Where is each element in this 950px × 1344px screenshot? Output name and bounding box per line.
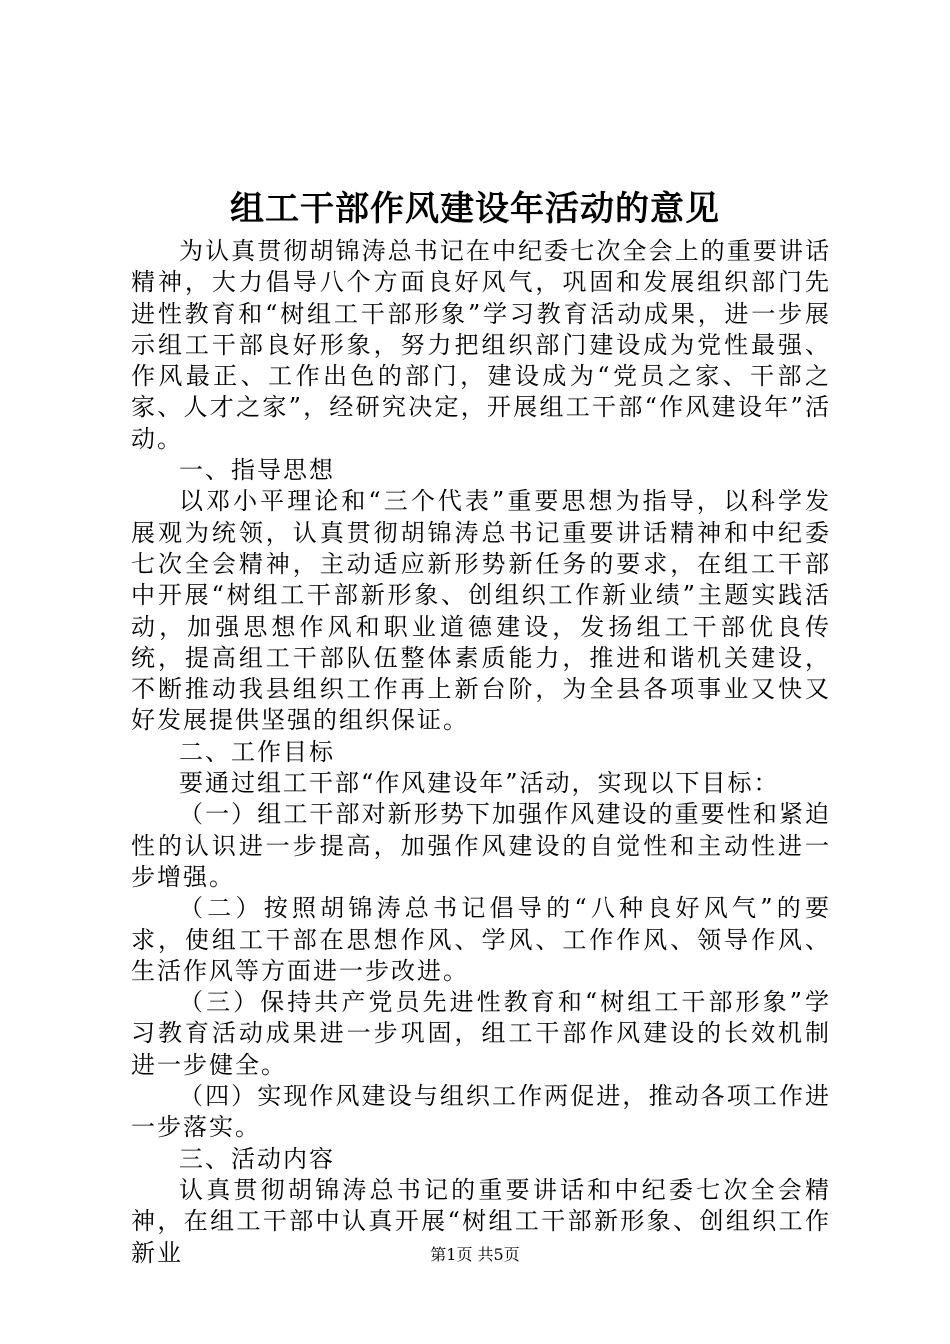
- section-heading-guiding-ideology: 一、指导思想: [179, 456, 335, 485]
- page-number-footer: 第1页 共5页: [430, 1245, 520, 1264]
- guiding-ideology-paragraph: 以邓小平理论和“三个代表”重要思想为指导，以科学发展观为统领，认真贯彻胡锦涛总书记重要讲话精神和中纪委七次全会精神，主动适应新形势新任务的要求，在组工干部中开展“树组工干部新形象、创组织工作新业绩”主题实践活动，加强思想作风和职业道德建设，发扬组工干部优良传统，提高组工干部队伍整体素质能力，推进和谐机关建设，不断推动我县组织工作再上新台阶，为全县各项事业又快又好发展提供坚强的组织保证。: [131, 487, 831, 735]
- goal-item-4: （四）实现作风建设与组织工作两促进，推动各项工作进一步落实。: [131, 1082, 831, 1142]
- section-heading-activity-content: 三、活动内容: [179, 1144, 335, 1173]
- intro-paragraph: 为认真贯彻胡锦涛总书记在中纪委七次全会上的重要讲话精神，大力倡导八个方面良好风气，巩固和发展组织部门先进性教育和“树组工干部形象”学习教育活动成果，进一步展示组工干部良好形象，努力把组织部门建设成为党性最强、作风最正、工作出色的部门，建设成为“党员之家、干部之家、人才之家”，经研究决定，开展组工干部“作风建设年”活动。: [131, 237, 831, 453]
- work-goals-intro-paragraph: 要通过组工干部“作风建设年”活动，实现以下目标：: [179, 769, 780, 798]
- section-heading-work-goals: 二、工作目标: [179, 737, 335, 766]
- activity-content-paragraph: 认真贯彻胡锦涛总书记的重要讲话和中纪委七次全会精神，在组工干部中认真开展“树组工干部新形象、创组织工作新业: [131, 1175, 831, 1267]
- goal-item-3: （三）保持共产党员先进性教育和“树组工干部形象”学习教育活动成果进一步巩固，组工干部作风建设的长效机制进一步健全。: [131, 988, 831, 1079]
- document-title: 组工干部作风建设年活动的意见: [230, 189, 720, 229]
- document-body: [131, 236, 831, 1269]
- goal-item-2: （二）按照胡锦涛总书记倡导的“八种良好风气”的要求，使组工干部在思想作风、学风、工作作风、领导作风、生活作风等方面进一步改进。: [131, 894, 831, 985]
- goal-item-1: （一）组工干部对新形势下加强作风建设的重要性和紧迫性的认识进一步提高，加强作风建设的自觉性和主动性进一步增强。: [131, 800, 831, 891]
